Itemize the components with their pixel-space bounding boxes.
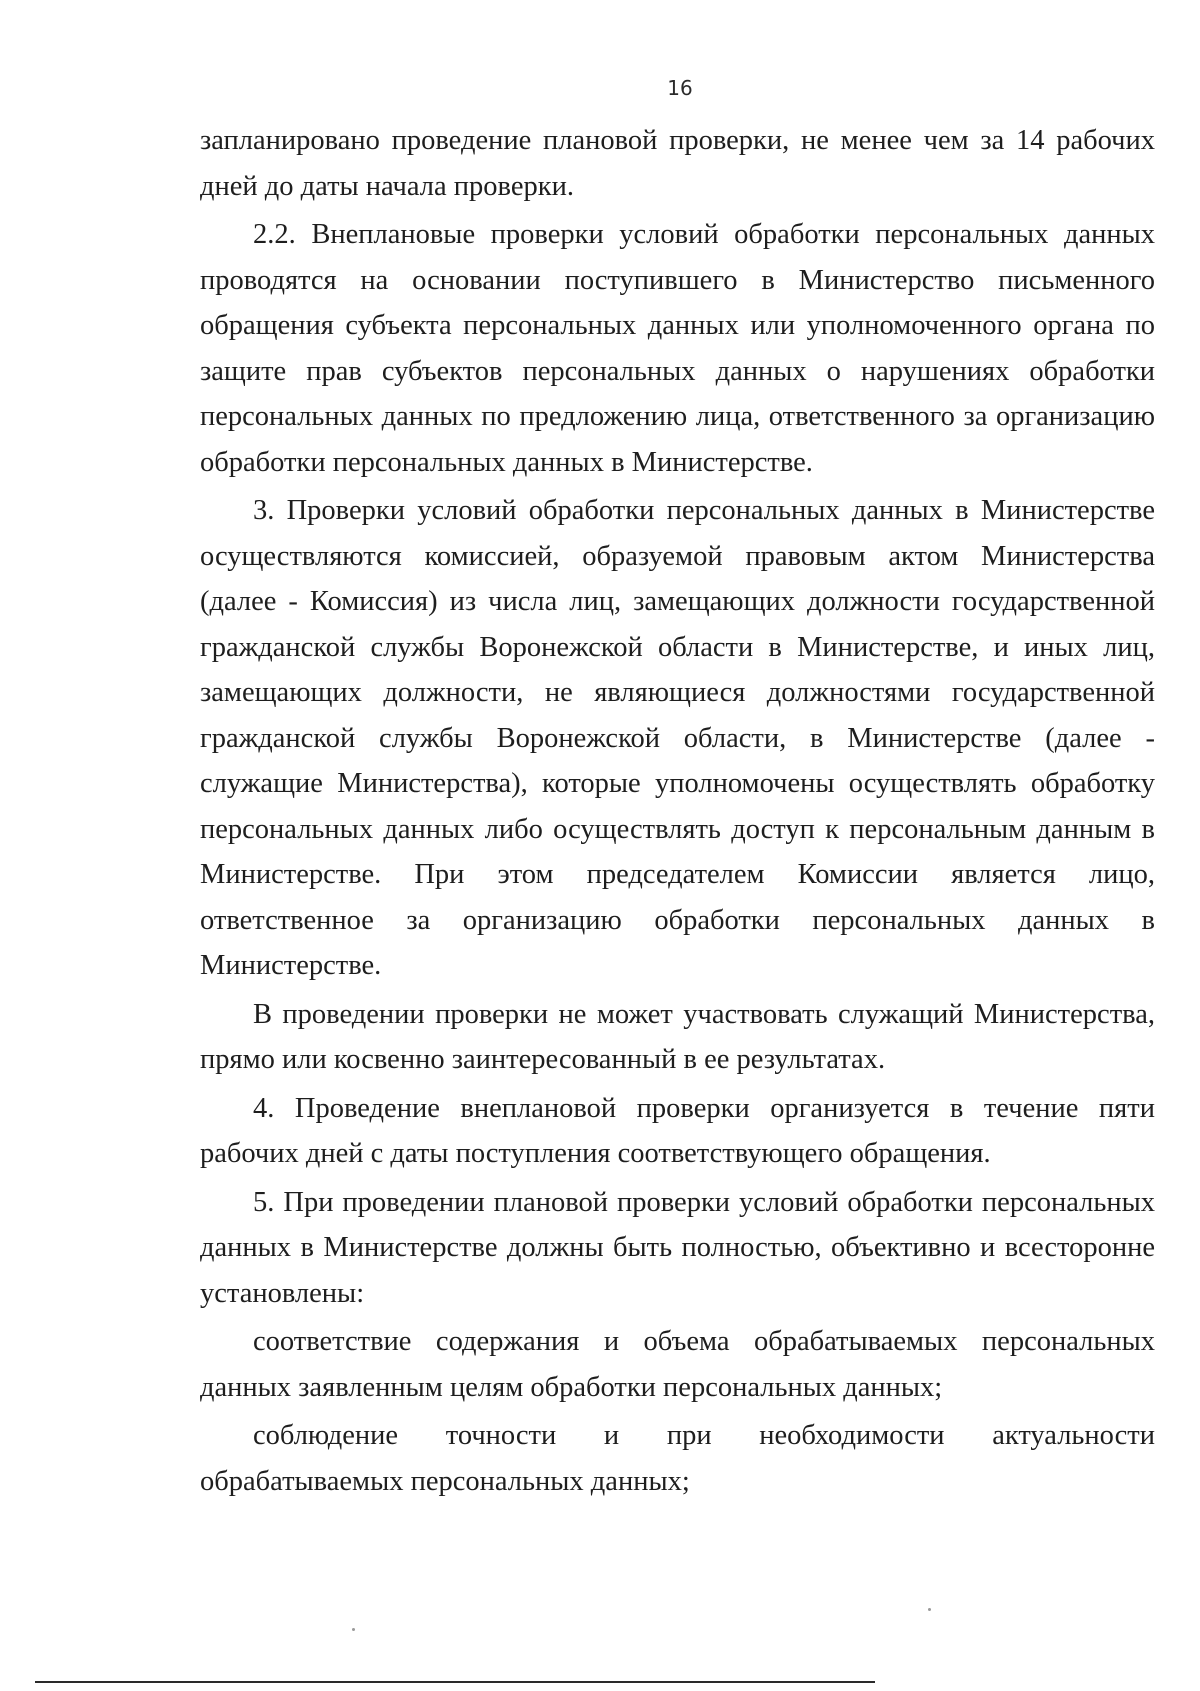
scan-speck — [352, 1628, 355, 1631]
paragraph-2-2: 2.2. Внеплановые проверки условий обработки персональных данных проводятся на основании поступившего в Министерство письменного обращения субъекта персональных данных или уполномоченного органа по защите прав субъектов персональных данных о нарушениях обработки персональных данных по предложению лица, ответственного за организацию обработки персональных данных в Министерстве. — [200, 219, 1155, 478]
list-item-compliance: соответствие содержания и объема обрабатываемых персональных данных заявленным целям обработки персональных данных; — [200, 1326, 1155, 1403]
paragraph-5: 5. При проведении плановой проверки условий обработки персональных данных в Министерстве должны быть полностью, объективно и всесторонне установлены: — [200, 1186, 1155, 1309]
document-body — [200, 118, 1155, 1507]
bottom-rule — [35, 1681, 875, 1683]
page-number: 16 — [667, 76, 693, 100]
paragraph-3: 3. Проверки условий обработки персональных данных в Министерстве осуществляются комиссией, образуемой правовым актом Министерства (далее - Комиссия) из числа лиц, замещающих должности государственной гражданской службы Воронежской области в Министерстве, и иных лиц, замещающих должности, не являющиеся должностями государственной гражданской службы Воронежской области, в Министерстве (далее - служащие Министерства), которые уполномочены осуществлять обработку персональных данных либо осуществлять доступ к персональным данным в Министерстве. При этом председателем Комиссии является лицо, ответственное за организацию обработки персональных данных в Министерстве. — [200, 495, 1155, 981]
paragraph-continuation: запланировано проведение плановой проверки, не менее чем за 14 рабочих дней до даты начала проверки. — [200, 125, 1155, 202]
scan-speck — [928, 1608, 931, 1611]
list-item-accuracy: соблюдение точности и при необходимости актуальности обрабатываемых персональных данных; — [200, 1420, 1155, 1497]
paragraph-conflict-of-interest: В проведении проверки не может участвовать служащий Министерства, прямо или косвенно заинтересованный в ее результатах. — [200, 998, 1155, 1075]
paragraph-4: 4. Проведение внеплановой проверки организуется в течение пяти рабочих дней с даты поступления соответствующего обращения. — [200, 1092, 1155, 1169]
